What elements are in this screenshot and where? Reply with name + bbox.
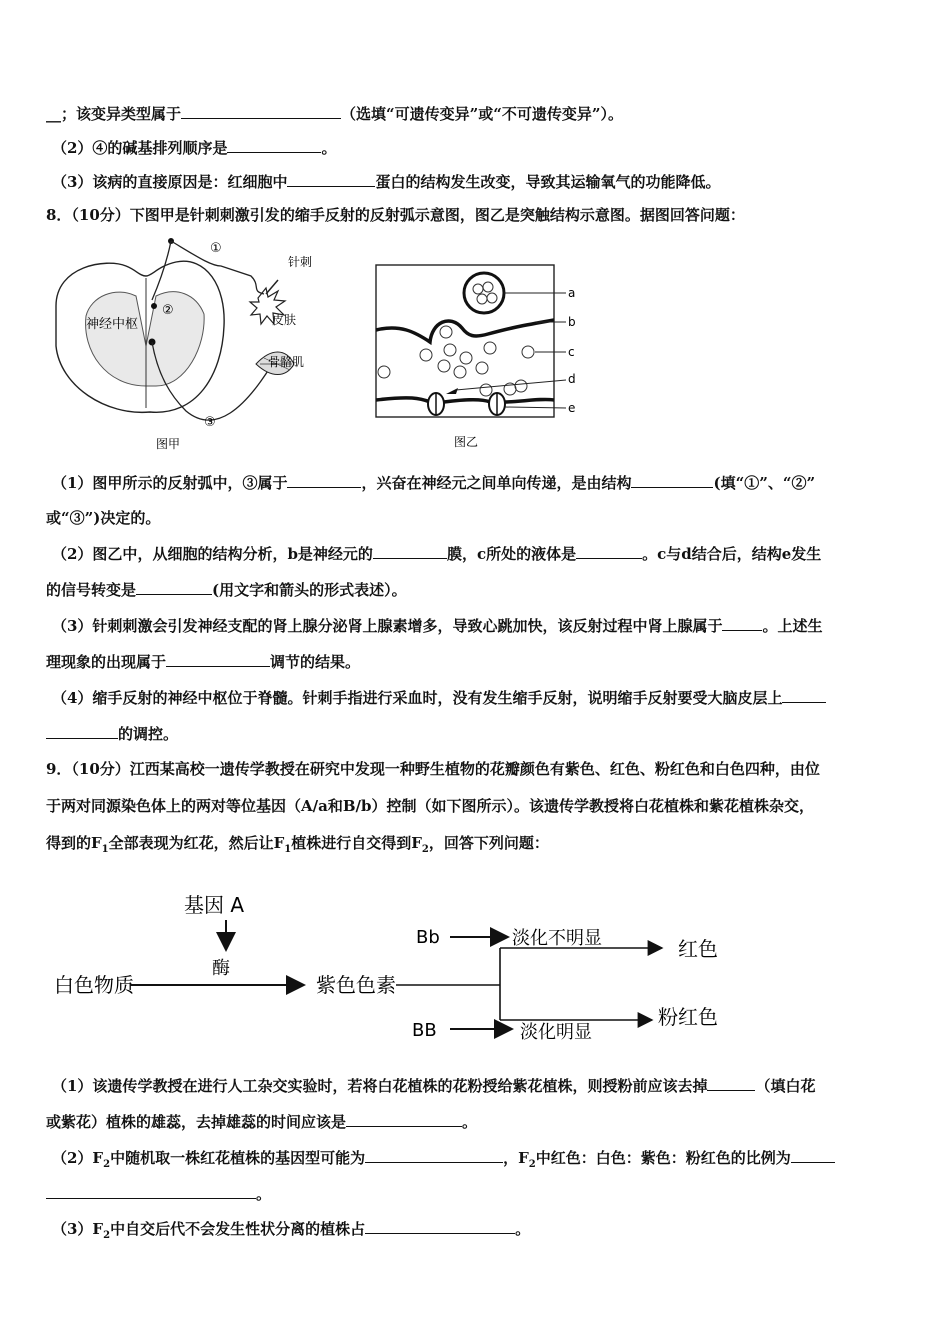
- transmitter: [487, 293, 497, 303]
- white-substance-label: 白色物质: [54, 973, 134, 997]
- BB-label: BB: [412, 1020, 437, 1041]
- subscript: 2: [103, 1230, 111, 1241]
- label-2: ②: [162, 303, 174, 318]
- transmitter: [484, 342, 496, 354]
- pink-label: 粉红色: [658, 1005, 718, 1029]
- strong-fade-label: 淡化明显: [520, 1022, 592, 1043]
- q9-text: 或紫花）植株的雄蕊，去掉雄蕊的时间应该是: [46, 1113, 347, 1131]
- subscript: 2: [421, 844, 429, 855]
- answer-blank[interactable]: [791, 1147, 835, 1163]
- answer-blank[interactable]: [346, 1111, 462, 1127]
- q9-stem-3: [46, 833, 908, 860]
- answer-blank[interactable]: [46, 1183, 256, 1199]
- answer-blank[interactable]: [631, 472, 713, 488]
- answer-blank[interactable]: [365, 1147, 503, 1163]
- q8-sub2-cont: [46, 579, 908, 600]
- q9-sub2: [52, 1147, 914, 1175]
- q9-text: 全部表现为红花，然后让F: [108, 834, 285, 852]
- answer-blank[interactable]: [373, 543, 447, 559]
- q9-text: 。: [515, 1220, 531, 1238]
- transmitter: [522, 346, 534, 358]
- q7-text: （2）④的碱基排列顺序是: [52, 139, 228, 157]
- q9-text: （填白花: [755, 1077, 816, 1095]
- q8-sub1: [52, 472, 914, 493]
- q9-text: （1）该遗传学教授在进行人工杂交实验时，若将白花植株的花粉授给紫花植株，则授粉前应该去掉: [52, 1077, 708, 1095]
- q9-sub1: [52, 1075, 914, 1096]
- figure-synapse: [370, 262, 590, 454]
- pointer-e: [505, 407, 566, 408]
- grey-matter: [86, 292, 205, 386]
- answer-blank[interactable]: [287, 171, 375, 187]
- q7-line1: [46, 103, 908, 124]
- q8-text: 膜，c所处的液体是: [446, 545, 577, 563]
- postsynaptic-membrane: [376, 398, 554, 402]
- q8-text: (用文字和箭头的形式表述）。: [212, 581, 407, 599]
- bb-label: Bb: [416, 927, 440, 948]
- fig-a-caption: 图甲: [156, 437, 181, 451]
- q8-text: 。c与d结合后，结构e发生: [642, 545, 822, 563]
- q9-text: 。: [256, 1185, 272, 1203]
- q8-text: （2）图乙中，从细胞的结构分析，b是神经元的: [52, 545, 373, 563]
- q8-text: （3）针刺刺激会引发神经支配的肾上腺分泌肾上腺素增多，导致心跳加快，该反射过程中肾上腺属于: [52, 617, 723, 635]
- label-1: ①: [210, 241, 222, 256]
- q9-text: （2）F: [52, 1149, 104, 1167]
- transmitter: [438, 360, 450, 372]
- q8-text: 理现象的出现属于: [46, 653, 167, 671]
- subscript: 1: [101, 844, 109, 855]
- label-d: d: [568, 372, 576, 386]
- subscript: 1: [284, 844, 292, 855]
- q9-text: 植株进行自交得到F: [291, 834, 422, 852]
- transmitter: [480, 384, 492, 396]
- q8-stem: 8．（10分）下图甲是针刺刺激引发的缩手反射的反射弧示意图，图乙是突触结构示意图。据图回答问题：: [46, 206, 745, 224]
- subscript: 2: [528, 1159, 536, 1170]
- q9-text: 中红色：白色：紫色：粉红色的比例为: [535, 1149, 791, 1167]
- transmitter: [444, 344, 456, 356]
- label-3: ③: [204, 415, 216, 430]
- weak-fade-label: 淡化不明显: [512, 928, 602, 949]
- membrane-b: [376, 320, 554, 342]
- label-a: a: [568, 286, 576, 300]
- answer-blank[interactable]: [576, 543, 642, 559]
- q8-text: （4）缩手反射的神经中枢位于脊髓。针刺手指进行采血时，没有发生缩手反射，说明缩手反射要受大脑皮层上: [52, 689, 783, 707]
- transmitter: [515, 380, 527, 392]
- q9-stem-2: 于两对同源染色体上的两对等位基因（A/a和B/b）控制（如下图所示）。该遗传学教授将白花植株和紫花植株杂交，: [46, 797, 814, 815]
- pathway-drawing: [46, 886, 766, 1056]
- needle-label: 针刺: [288, 255, 313, 269]
- synapse-drawing: [370, 262, 590, 454]
- answer-blank[interactable]: [181, 103, 341, 119]
- answer-blank[interactable]: [287, 472, 361, 488]
- q9-text: 得到的F: [46, 834, 102, 852]
- center-label: 神经中枢: [86, 317, 139, 332]
- answer-blank[interactable]: [365, 1218, 515, 1234]
- q8-sub4-cont: [46, 723, 908, 744]
- q8-text: 的调控。: [118, 725, 179, 743]
- red-label: 红色: [678, 937, 718, 961]
- interneuron-body: [151, 303, 157, 309]
- muscle-label: 骨骼肌: [268, 355, 305, 369]
- q7-sub2: [52, 137, 914, 158]
- q7-text: （选填“可遗传变异”或“不可遗传变异”）。: [341, 105, 624, 123]
- q7-text: 。: [321, 139, 337, 157]
- q8-text: (填“①”、“②”: [713, 474, 816, 492]
- transmitter: [420, 349, 432, 361]
- answer-blank[interactable]: [227, 137, 321, 153]
- q8-text: 的信号转变是: [46, 581, 137, 599]
- enzyme-label: 酶: [212, 958, 230, 979]
- subscript: 2: [103, 1159, 111, 1170]
- q9-text: ，回答下列问题：: [428, 834, 549, 852]
- pointer-d: [456, 380, 566, 390]
- receptor-d: [446, 388, 458, 394]
- figure-reflex-arc: [46, 236, 346, 454]
- q9-sub1-cont: [46, 1111, 908, 1132]
- q9-stem-1: 9．（10分）江西某高校一遗传学教授在研究中发现一种野生植物的花瓣颜色有紫色、红色、粉红色和白色四种，由位: [46, 760, 820, 778]
- q8-text: （1）图甲所示的反射弧中，③属于: [52, 474, 288, 492]
- figure-pigment-pathway: [46, 886, 766, 1056]
- fig-b-caption: 图乙: [454, 435, 479, 449]
- q9-text: 中自交后代不会发生性状分离的植株占: [110, 1220, 366, 1238]
- q7-text: __；该变异类型属于: [46, 105, 182, 123]
- q9-text: ，F: [503, 1149, 529, 1167]
- q9-text: 中随机取一株红花植株的基因型可能为: [110, 1149, 366, 1167]
- q8-sub1-cont: 或“③”)决定的。: [46, 509, 161, 527]
- answer-blank[interactable]: [46, 723, 118, 739]
- transmitter: [483, 282, 493, 292]
- q8-sub2: [52, 543, 914, 564]
- q8-text: 调节的结果。: [270, 653, 361, 671]
- answer-blank[interactable]: [722, 615, 762, 631]
- vesicle-a: [464, 273, 504, 313]
- gene-a-label: 基因 A: [184, 893, 245, 917]
- transmitter: [477, 294, 487, 304]
- q9-text: （3）F: [52, 1220, 104, 1238]
- transmitter: [473, 284, 483, 294]
- transmitter: [440, 326, 452, 338]
- q8-text: ，兴奋在神经元之间单向传递，是由结构: [361, 474, 632, 492]
- q7-sub3: [52, 171, 914, 192]
- label-c: c: [568, 345, 575, 359]
- transmitter: [476, 362, 488, 374]
- q8-sub4: [52, 687, 914, 708]
- skin-label: 皮肤: [272, 313, 297, 327]
- q9-text: 。: [462, 1113, 478, 1131]
- q7-text: （3）该病的直接原因是：红细胞中: [52, 173, 288, 191]
- label-b: b: [568, 315, 576, 329]
- answer-blank[interactable]: [166, 651, 270, 667]
- transmitter: [460, 352, 472, 364]
- reflex-arc-drawing: [46, 236, 346, 454]
- transmitter: [454, 366, 466, 378]
- answer-blank[interactable]: [707, 1075, 755, 1091]
- q8-text: 。上述生: [762, 617, 823, 635]
- answer-blank[interactable]: [136, 579, 212, 595]
- label-e: e: [568, 401, 576, 415]
- transmitter: [378, 366, 390, 378]
- q9-sub3: [52, 1218, 914, 1246]
- q9-sub2-cont: [46, 1183, 908, 1204]
- afferent-root: [152, 241, 171, 300]
- q8-sub3-cont: [46, 651, 908, 672]
- purple-pigment-label: 紫色色素: [316, 973, 396, 997]
- q8-sub3: [52, 615, 914, 636]
- q7-text: 蛋白的结构发生改变，导致其运输氧气的功能降低。: [375, 173, 721, 191]
- answer-blank[interactable]: [782, 687, 826, 703]
